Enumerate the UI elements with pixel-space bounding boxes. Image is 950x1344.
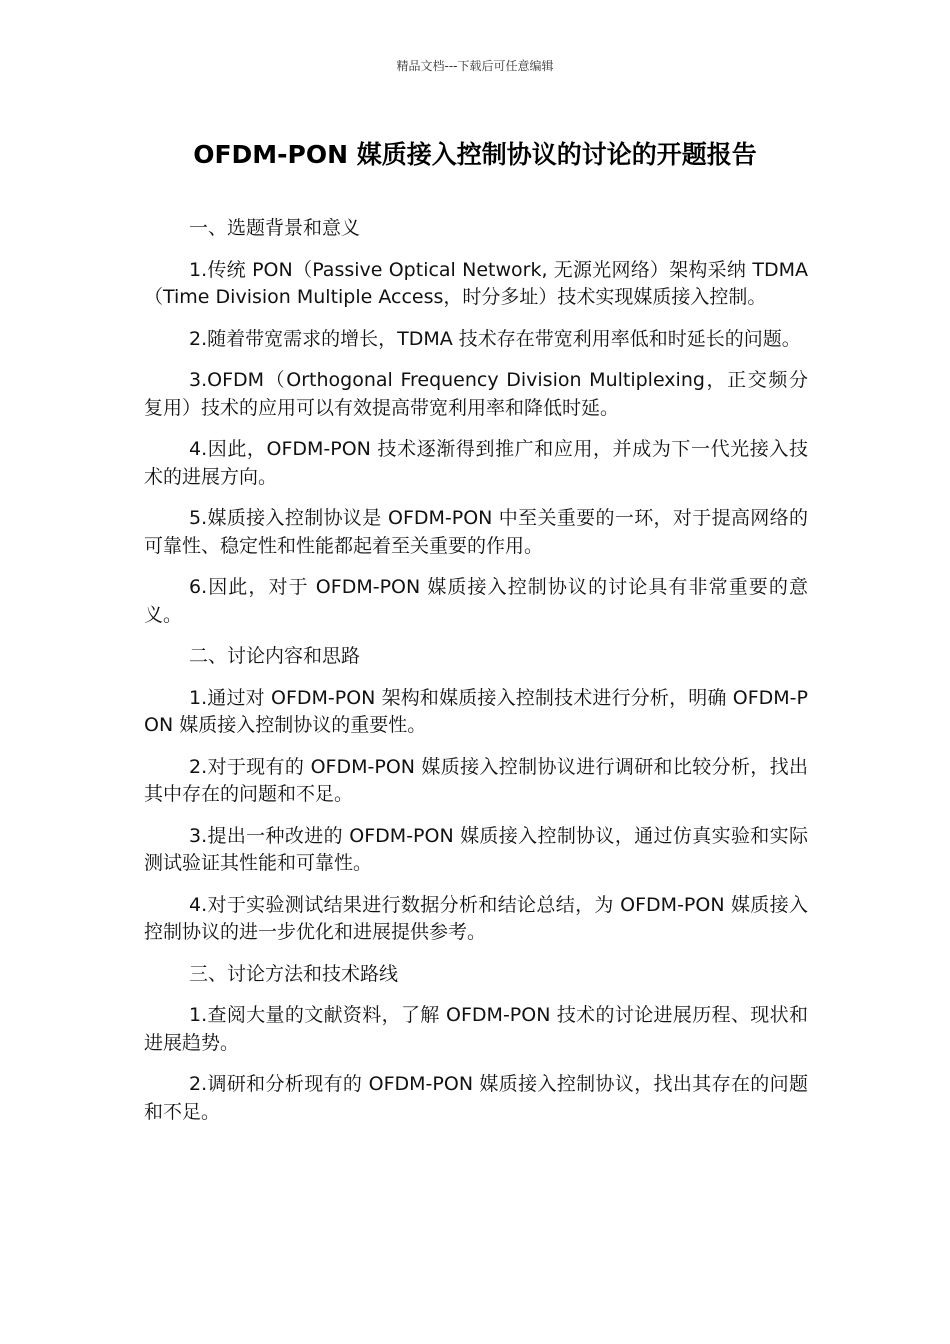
section-heading: 一、选题背景和意义 <box>189 217 361 239</box>
paragraph: 1.传统 PON（Passive Optical Network, 无源光网络）架构采纳 TDMA（Time Division Multiple Access，时分多址）技术实现媒质接入控制。 <box>144 258 808 308</box>
header-note: 精品文档---下载后可任意编辑 <box>396 59 554 73</box>
section-heading: 二、讨论内容和思路 <box>189 645 361 667</box>
section-content <box>144 643 808 947</box>
section-methods <box>144 961 808 1127</box>
section-heading: 三、讨论方法和技术路线 <box>189 962 399 985</box>
document-title: OFDM-PON 媒质接入控制协议的讨论的开题报告 <box>193 140 757 169</box>
section-background <box>144 215 808 629</box>
paragraph: 1.通过对 OFDM-PON 架构和媒质接入控制技术进行分析，明确 OFDM-PON 媒质接入控制协议的重要性。 <box>144 686 808 736</box>
paragraph: 4.因此，OFDM-PON 技术逐渐得到推广和应用，并成为下一代光接入技术的进展方向。 <box>144 438 808 488</box>
document-body <box>144 215 808 1140</box>
paragraph: 5.媒质接入控制协议是 OFDM-PON 中至关重要的一环，对于提高网络的可靠性、稳定性和性能都起着至关重要的作用。 <box>144 507 808 557</box>
paragraph: 2.随着带宽需求的增长，TDMA 技术存在带宽利用率低和时延长的问题。 <box>189 327 801 350</box>
paragraph: 3.OFDM（Orthogonal Frequency Division Multiplexing，正交频分复用）技术的应用可以有效提高带宽利用率和降低时延。 <box>144 369 808 419</box>
paragraph: 6.因此，对于 OFDM-PON 媒质接入控制协议的讨论具有非常重要的意义。 <box>144 576 808 626</box>
paragraph: 2.调研和分析现有的 OFDM-PON 媒质接入控制协议，找出其存在的问题和不足。 <box>144 1073 808 1123</box>
paragraph: 3.提出一种改进的 OFDM-PON 媒质接入控制协议，通过仿真实验和实际测试验证其性能和可靠性。 <box>144 824 808 874</box>
paragraph: 2.对于现有的 OFDM-PON 媒质接入控制协议进行调研和比较分析，找出其中存在的问题和不足。 <box>144 755 808 805</box>
paragraph: 4.对于实验测试结果进行数据分析和结论总结，为 OFDM-PON 媒质接入控制协议的进一步优化和进展提供参考。 <box>144 893 808 943</box>
paragraph: 1.查阅大量的文献资料，了解 OFDM-PON 技术的讨论进展历程、现状和进展趋势。 <box>144 1004 808 1054</box>
